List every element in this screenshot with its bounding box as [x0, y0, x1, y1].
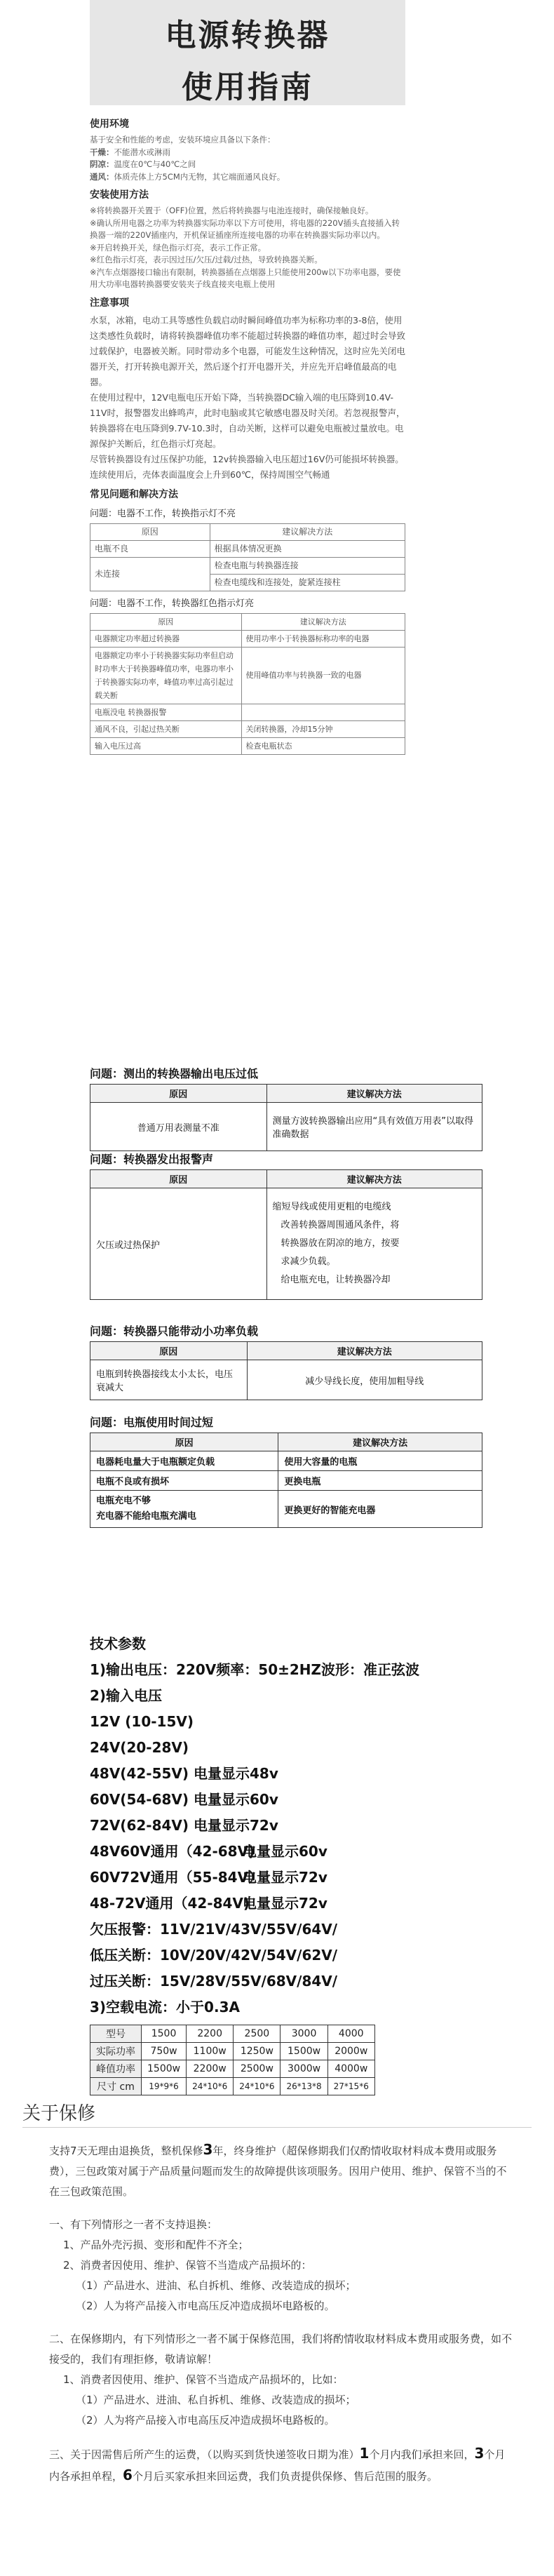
voltage-line: 24V(20-28V) — [90, 1739, 189, 1756]
warranty-item: 1、消费者因使用、维护、保管不当造成产品损坏的，比如： — [63, 2373, 344, 2386]
specs-input: 2)输入电压 — [90, 1687, 163, 1704]
faq-q1-table — [90, 523, 405, 591]
voltage-line: 12V (10-15V) — [90, 1713, 194, 1730]
voltage-line: 60V72V通用（55-84V） 电量显示72v — [90, 1869, 327, 1886]
idle-current: 3)空载电流：小于0.3A — [90, 1999, 240, 2015]
table-row: 实际功率 750w 1100w 1250w 1500w 2000w — [90, 2043, 375, 2060]
table-row: 电瓶不良或有损坏 更换电瓶 — [90, 1471, 482, 1491]
problem-table: 原因 建议解决方法 电瓶到转换器接线太小太长，电压衰减大 减少导线长度，使用加粗导线 — [90, 1341, 482, 1400]
table-row: 尺寸 cm 19*9*6 24*10*6 24*10*6 26*13*8 27*15*6 — [90, 2078, 375, 2095]
specs-heading: 技术参数 — [90, 1635, 146, 1652]
notes-para: 水泵，冰箱，电动工具等感性负载启动时瞬间峰值功率为标称功率的3-8倍，使用这类感性负载时，请将转换器峰值功率不能超过转换器的峰值功率，超过时会导致过载保护，电器被关断。同时带动多个电器，可能发生这种情况，这时应先关闭电器开关，打开转换电源开关，然后逐个打开电器开关，并应先开启峰值最高的电器。 — [90, 314, 406, 387]
over-voltage-cutoff: 过压关断：15V/28V/55V/68V/84V/ — [90, 1973, 338, 1990]
env-intro: 基于安全和性能的考虑，安装环境应具备以下条件： — [90, 135, 276, 145]
env-heading: 使用环境 — [90, 119, 129, 130]
warranty-subitem: （1）产品进水、进油、私自拆机、维修、改装造成的损坏； — [76, 2394, 356, 2406]
env-item: 通风：体质壳体上方5CM内无物，其它端面通风良好。 — [90, 171, 285, 182]
problem-title: 问题：测出的转换器输出电压过低 — [90, 1067, 259, 1080]
table-row: 电瓶没电 转换器报警 — [90, 704, 405, 720]
table-row: 电瓶不良 根据具体情况更换 — [90, 540, 405, 557]
problem-title: 问题：转换器只能带动小功率负载 — [90, 1324, 259, 1338]
safety-item: ※汽车点烟器接口输出有限制，转换器插在点烟器上只能使用200w以下功率电器，要使用大功率电器转换器要安装夹子线直接夹电瓶上使用 — [90, 267, 401, 289]
warranty-title: 关于保修 — [22, 2103, 96, 2124]
divider — [22, 2127, 532, 2128]
problem-title: 问题：电瓶使用时间过短 — [90, 1416, 214, 1429]
voltage-line: 48V60V通用（42-68V) 电量显示60v — [90, 1843, 327, 1860]
voltage-line: 60V(54-68V) 电量显示60v — [90, 1791, 278, 1808]
warranty-section — [49, 2140, 512, 2487]
problem-table: 原因 建议解决方法 普通万用表测量不准 测量方波转换器输出应用“具有效值万用表”以取得准确数据 — [90, 1084, 482, 1151]
col-cause: 原因 — [90, 613, 242, 630]
voltage-line: 48-72V通用（42-84V) 电量显示72v — [90, 1895, 327, 1912]
model-table — [90, 2025, 375, 2095]
warranty-item: 1、产品外壳污损、变形和配件不齐全； — [63, 2239, 249, 2251]
warranty-s3: 三、关于因需售后所产生的运费，（以购买到货快递签收日期为准）1个月内我们承担来回，3个月内各承担单程，6个月后买家承担来回运费，我们负责提供保修、售后范围的服务。 — [49, 2445, 506, 2483]
table-row: 输入电压过高 检查电瓶状态 — [90, 737, 405, 754]
problem-title: 问题：转换器发出报警声 — [90, 1153, 214, 1166]
undervoltage-alarm: 欠压报警：11V/21V/43V/55V/64V/ — [90, 1921, 338, 1938]
table-row: 电瓶到转换器接线太小太长，电压衰减大 减少导线长度，使用加粗导线 — [90, 1360, 482, 1400]
table-row: 型号 1500 2200 2500 3000 4000 — [90, 2025, 375, 2043]
notes-para: 尽管转换器设有过压保护功能，12v转换器输入电压超过16V仍可能损坏转换器。 — [90, 453, 404, 464]
title-line-1: 电源转换器 — [165, 18, 330, 53]
warranty-intro: 支持7天无理由退换货，整机保修3年，终身维护（超保修期我们仅酌情收取材料成本费用或服务费），三包政策对属于产品质量问题而发生的故障提供该项服务。因用户使用、维护、保管不当的不在三包政策范围。 — [49, 2141, 507, 2198]
table-row: 欠压或过热保护 缩短导线或使用更粗的电缆线 改善转换器周围通风条件，将 转换器放在阴凉的地方，按要 求减少负载。 给电瓶充电，让转换器冷却 — [90, 1188, 482, 1300]
safety-item: ※将转换器开关置于（OFF)位置，然后将转换器与电池连接时，确保接触良好。 — [90, 206, 374, 215]
warranty-s2: 二、在保修期内，有下列情形之一者不属于保修范围，我们将酌情收取材料成本费用或服务费，如不接受的，我们有理拒修，敬请谅解！ — [49, 2333, 513, 2366]
specs-output: 1)输出电压：220V频率：50±2HZ波形：准正弦波 — [90, 1661, 420, 1678]
voltage-line: 72V(62-84V) 电量显示72v — [90, 1817, 278, 1834]
notes-heading: 注意事项 — [90, 297, 129, 309]
title-banner — [90, 0, 405, 105]
faq-q2-title: 问题：电器不工作，转换器红色指示灯亮 — [90, 598, 255, 609]
warranty-subitem: （2）人为将产品接入市电高压反冲造成损坏电路板的。 — [76, 2414, 335, 2427]
table-row: 电器额定功率超过转换器 使用功率小于转换器标称功率的电器 — [90, 630, 405, 647]
safety-item: ※确认所用电器之功率为转换器实际功率以下方可使用，将电器的220V插头直接插入转换器一端的220V插座内，开机保证插座所连接电器的功率在转换器实际功率以内。 — [90, 217, 400, 240]
problem-table: 原因 建议解决方法 欠压或过热保护 缩短导线或使用更粗的电缆线 改善转换器周围通风条件，将 转换器放在阴凉的地方，按要 求减少负载。 给电瓶充电，让转换器冷却 — [90, 1169, 482, 1300]
safety-item: ※红色指示灯亮，表示因过压/欠压/过载/过热，导致转换器关断。 — [90, 255, 323, 264]
title-line-2: 使用指南 — [182, 69, 313, 105]
warranty-subitem: （1）产品进水、进油、私自拆机、维修、改装造成的损坏； — [76, 2279, 356, 2292]
table-row: 电器额定功率小于转换器实际功率但启动时功率大于转换器峰值功率，电器功率小于转换器实际功率，峰值功率过高引起过载关断 使用峰值功率与转换器一致的电器 — [90, 647, 405, 704]
problem-table: 原因 建议解决方法 电器耗电量大于电瓶额定负载 使用大容量的电瓶 电瓶不良或有损坏 更换电瓶 电瓶充电不够 充电器不能给电瓶充满电 更换更好的智能充电器 — [90, 1433, 482, 1528]
warranty-s1: 一、有下列情形之一者不支持退换： — [49, 2218, 218, 2231]
problem-low-power — [90, 1322, 482, 1400]
problem-alarm — [90, 1151, 482, 1300]
col-solution: 建议解决方法 — [241, 613, 405, 630]
voltage-line: 48V(42-55V) 电量显示48v — [90, 1765, 278, 1782]
safety-item: ※开启转换开关，绿色指示灯亮，表示工作正常。 — [90, 242, 266, 253]
tech-specs — [90, 1631, 482, 2095]
notes-para: 在使用过程中，12V电瓶电压开始下降，当转换器DC输入端的电压降到10.4V-11V时，报警器发出蜂鸣声，此时电脑或其它敏感电器及时关闭。若忽视报警声，转换器将在电压降到9.7V-10.3时，自动关断，这样可以避免电瓶被过量放电。电源保护关断后，红色指示灯亮起。 — [90, 391, 405, 449]
table-row: 未连接 检查电瓶与转换器连接 — [90, 557, 405, 574]
problem-low-voltage — [90, 1065, 482, 1151]
table-row: 检查电缆线和连接处，旋紧连接柱 — [90, 574, 405, 591]
col-cause: 原因 — [90, 523, 210, 540]
faq-q1-title: 问题：电器不工作，转换指示灯不亮 — [90, 508, 236, 519]
table-row: 通风不良，引起过热关断 关闭转换器，冷却15分钟 — [90, 720, 405, 737]
faq-q2-table — [90, 613, 405, 755]
env-item: 阴凉：温度在0℃与40℃之间 — [90, 159, 196, 169]
problem-battery-time — [90, 1414, 482, 1528]
col-solution: 建议解决方法 — [210, 523, 405, 540]
table-row: 电瓶充电不够 充电器不能给电瓶充满电 更换更好的智能充电器 — [90, 1491, 482, 1528]
safety-heading: 安装使用方法 — [90, 189, 149, 201]
table-row: 峰值功率 1500w 2200w 2500w 3000w 4000w — [90, 2060, 375, 2078]
warranty-item: 2、消费者因使用、维护、保管不当造成产品损坏的： — [63, 2259, 312, 2272]
faq-heading: 常见问题和解决方法 — [90, 488, 178, 500]
low-voltage-cutoff: 低压关断：10V/20V/42V/54V/62V/ — [90, 1947, 338, 1964]
table-row: 普通万用表测量不准 测量方波转换器输出应用“具有效值万用表”以取得准确数据 — [90, 1103, 482, 1151]
table-row: 电器耗电量大于电瓶额定负载 使用大容量的电瓶 — [90, 1451, 482, 1471]
warranty-subitem: （2）人为将产品接入市电高压反冲造成损坏电路板的。 — [76, 2300, 335, 2312]
env-item: 干燥：不能潜水或淋雨 — [90, 147, 170, 157]
manual-section — [90, 112, 405, 755]
notes-para: 连续使用后，壳体表面温度会上升到60℃，保持周围空气畅通 — [90, 469, 330, 480]
